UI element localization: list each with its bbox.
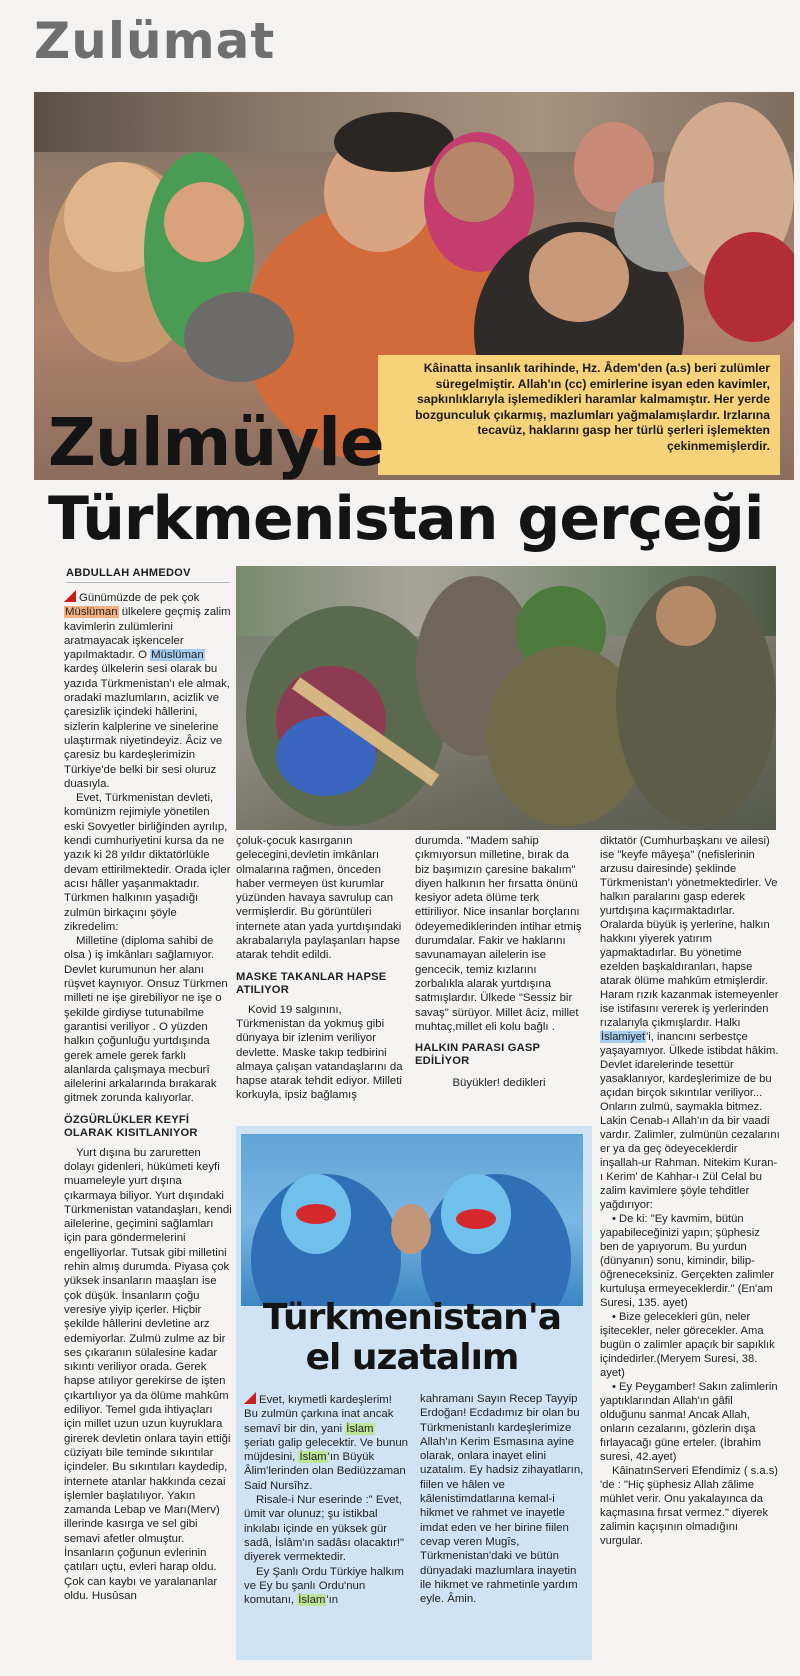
blue-box-title-line-2: el uzatalım: [305, 1337, 519, 1378]
article-column-4: [600, 834, 780, 1548]
col4-p1: diktatör (Cumhurbaşkanı ve ailesi) ise "keyfe mâyeşa" (nefislerinin arzusu dairesinde) şeklinde Türkmenistan'ı yönetmektedirler. Ve halkın paralarını gasp ederek yurtdışına kaçırmaktadırlar. Oralarda büyük iş yerlerine, halkın hakkını yiyerek yatırım yapmaktadırlar. Bu yönetime ezelden başkaldıranları, hapse atarak ölüme mahkûm etmişlerdir. Haram rızık kazanmak istemeyenler ise istifasını vererek iş yerlerinden rızalarıyla çıkmışlardır. Halkı: [600, 835, 779, 1029]
col1-p1a: Günümüzde de pek çok: [79, 592, 200, 604]
col1-highlight-1: Müslüman: [65, 606, 118, 619]
col3-subheading: HALKIN PARASI GASP EDİLİYOR: [415, 1042, 541, 1068]
col2-subheading: MASKE TAKANLAR HAPSE ATILIYOR: [236, 970, 387, 996]
blue-c2: kahramanı Sayın Recep Tayyip Erdoğan! Ecdadımız bir olan bu Türkmenistanlı kardeşlerimize Allah'ın Kerim Esmasına ayine olarak, onlara inayet elini uzatalım. Ey hadsiz zihayatların, fiilen ve hâlen ve kâlenistimdatlarına kemal-i hikmet ve rahmet ve inayetle imdat eden ve her birine fiilen cevap veren Mugîs, Türkmenistan'daki ve bütün dünyadaki mazlumlara inayetin ile hikmet ve rahmetinle yardım eyle. Âmin.: [420, 1393, 584, 1606]
blue-c1a: Evet, kıymetli kardeşlerim! Bu zulmün çarkına inat ancak semavî bir din, yani: [244, 1394, 394, 1435]
blue-c1c: 'ın Büyük Âlim'lerinden olan Bediüzzaman Said Nursîhz.: [244, 1451, 406, 1492]
blue-start-marker: [244, 1392, 256, 1404]
col1-paragraph-2: Evet, Türkmenistan devleti, komünizm rejimiyle yönetilen eski Sovyetler birliğinden ayrılıp, kendi cumhuriyetini kursa da ne yazık ki 28 yıldır diktatörlükle devam ettirilmektedir. Orada içler acısı hâller yaşanmaktadır. Türkmen halkının yaşadığı zulmün birkaçını şöyle zikredelim:: [64, 792, 231, 933]
protest-photo: [241, 1134, 583, 1306]
col1-p1c: kardeş ülkelerin sesi olarak bu yazıda Türkmenistan'ı ele almak, oradaki mazlumların, acizlik ve çaresizlik içindeki hâllerini, sizlerin kalplerine ve sinelerine ulaştırmak niyetindeyiz. Âciz ve çaresiz bu kardeşlerimizin Türkiye'de belki bir sesi oluruz duasıyla.: [64, 663, 230, 790]
blue-box-title-line-1: Türkmenistan'a: [262, 1297, 562, 1338]
blue-highlight-1: İslam: [346, 1422, 374, 1435]
blue-c1f: 'ın: [326, 1594, 339, 1607]
col1-p1b: ülkelere geçmiş zalim kavimlerin zulümlerini aratmayacak işkenceler yapılmaktadır. O: [64, 606, 231, 662]
blue-c1b: şeriatı galip gelecektir. Ve bunun müjdesini,: [244, 1436, 409, 1464]
col4-p1b: 'i, inancını serbestçe yaşayamıyor. Ülkede istibdat hâkim. Devlet idarelerinde tesettür yasaklanıyor, kardeşlerimize de bu açıdan birçok sıkıntılar veriliyor... Onların zulmü, saymakla bitmez. Lakin Cenab-ı Allah'ın da bir vaadi vardır. Zalimler, zulmünün cezalarını er ya da geç ödeyeceklerdir inşallah-ur Rahman. Nitekim Kuran-ı Kerim' de Kahhar-ı Zül Celal bu zalim kavimlere şöyle tehditler yağdırıyor:: [600, 1031, 780, 1211]
col1-paragraph-4: Yurt dışına bu zaruretten dolayı gidenleri, hükümeti keyfi muameleyle yurt dışına çıkarmaya biliyor. Yurt dışındaki Türkmenistan vatandaşları, kendi ailelerine, geçimini sağlamları için para göndermelerini engelliyorlar. Tutsak gibi milletini rehin almış durumda. Piyasa çok yüksek insanların maaşları ise çok düşük. İnsanların çoğu veresiye yiyip içerler. Hiçbir şekilde hâllerini devletine arz edemiyorlar. Zulmü zulme az bir ses çıkaranın sülalesine kadar sıkıntı veriliyor orada. Gerek hapse atılıyor gerekirse de işten çıkartılıyor ya da ölüme mahkûm ediliyor. Temel gıda ihtiyaçları için millet uzun uzun kuyruklara girerek devletin onlara tayin ettiği cüziyatı bile teminde sıkıntılar içindeler. Bu sıkıntıları kaydedip, internete atanlar hakkında cezai işlemler başlatılıyor. Yakın zamanda Lebap ve Marı(Merv) illerinde kasırga ve sel gibi semavi afetler olmuştur. İnsanların çoğunun evlerinin çatıları uçtu, evleri harap oldu. Çok can kaybı ve yaralananlar oldu. Husûsan: [64, 1146, 232, 1602]
blue-c1d: Risale-i Nur eserinde :" Evet, ümit var olunuz; şu istikbal inkılabı içinde en yüksek gür sadâ, İslâm'ın sadâsı olacaktır!" diyerek vermektedir.: [244, 1494, 405, 1564]
col4-highlight: İslamiyet: [601, 1031, 646, 1043]
blue-column-2: [420, 1392, 586, 1606]
col4-bullet-1: • De ki: "Ey kavmim, bütün yapabileceğinizi yapın; şüphesiz ben de yapıyorum. Bu yurdun (dünyanın) sonu, kimindir, bilip-öğreneceksiniz. Gerçekten zalimler kurtuluşa ermeyeceklerdir." (En'am Suresi, 135. ayet): [600, 1213, 775, 1309]
byline: ABDULLAH AHMEDOV: [66, 567, 191, 579]
byline-rule: [66, 582, 230, 583]
blue-highlight-2: İslam: [299, 1451, 327, 1464]
hero-callout: Kâinatta insanlık tarihinde, Hz. Âdem'den (a.s) beri zulümler süregelmiştir. Allah'ın (cc) emirlerine isyan eden kavimler, sapkınlıklarıyla işlemedikleri haramlar kalmamıştır. Her yerde bozgunculuk çıkarmış, mazlumları yağmalamışlardır. Irzlarına tecavüz, haklarını gasp her türlü şerleri işlemekten çekinmemişlerdir.: [378, 355, 780, 475]
col1-subheading: ÖZGÜRLÜKLER KEYFİ OLARAK KISITLANIYOR: [64, 1113, 198, 1139]
blue-c1e: Ey Şanlı Ordu Türkiye halkım ve Ey bu şanlı Ordu'nun komutanı,: [244, 1565, 404, 1607]
col4-paragraph-2: KâinatınServeri Efendimiz ( s.a.s) 'de : "Hiç şüphesiz Allah zâlime mühlet verir. Onu yakalayınca da kaçmasına fırsat vermez." diyerek zalimin kaçışının olmadığını vurgular.: [600, 1465, 779, 1547]
headline-line-1: Zulmüyle: [48, 404, 384, 481]
article-column-3: [415, 834, 583, 1090]
article-start-marker: [64, 590, 76, 602]
riot-photo: [236, 566, 776, 830]
headline-line-2: Türkmenistan gerçeği: [48, 484, 764, 554]
col2-paragraph-1: çoluk-çocuk kasırganın gelecegini,devletin imkânları olmalarına rağmen, önceden haber vermeyen üst kurumlar yüzünden havaya savrulup can vermişlerdir. Bu görüntüleri internete atan yada yurtdışındaki akrabalarıyla paylaşanları hapse atarak tehdit edildi.: [236, 835, 402, 962]
article-column-2: [236, 834, 404, 1103]
article-column-1: [64, 590, 232, 1603]
col4-bullet-2: • Bize gelecekleri gün, neler işitecekler, neler görecekler. Ama bugün o zalimler apaçık bir sapıklık içindedirler.(Meryem Suresi, 38. ayet): [600, 1311, 775, 1379]
blue-column-1: [244, 1392, 408, 1607]
blue-highlight-3: İslam: [298, 1594, 326, 1607]
col1-highlight-2: Müslüman: [151, 649, 204, 662]
col2-paragraph-2: Kovid 19 salgınını, Türkmenistan da yokmuş gibi dünyaya bir izlenim veriliyor devlette. Maske takıp tedbirini almaya çalışan vatandaşlarını da hapse atarak tehdit ediyor. Milleti korkuyla, ipsiz bağlamış: [236, 1003, 403, 1102]
blue-box-title: [241, 1298, 583, 1378]
col3-paragraph-2: Büyükler! dedikleri: [452, 1077, 546, 1090]
col1-paragraph-3: Milletine (diploma sahibi de olsa ) iş imkânları sağlamıyor. Devlet kurumunun her alanı rüşvet kaynıyor. Onsuz Türkmen milleti ne işe girebiliyor ne işe o şekilde girdiyse tutunabilme garantisi veriliyor . O yüzden halkın çoğunluğu yurtdışında gerek amele gerek farklı alanlarda çalışmaya mecburî ailelerini arkalarında bırakarak gitmek zorunda kalıyorlar.: [64, 935, 228, 1105]
col3-paragraph-1: durumda. "Madem sahip çıkmıyorsun milletine, bırak da biz başımızın çaresine bakalım" diyen halkının her fırsatta önünü kesiyor adeta ölüme terk ettiriliyor. Nice insanlar borçlarını ödeyemediklerinden intihar etmiş durumdalar. Fakir ve haklarını savunamayan ailelerin ise gencecik, temiz kızlarını zorbalıkla alarak yurtdışına satmışlardır. Ülkede "Sessiz bir savaş" sürüyor. Millet âciz, millet muhtaç,millet eli kolu bağlı .: [415, 835, 582, 1033]
section-title: Zulümat: [34, 12, 276, 70]
col4-bullet-3: • Ey Peygamber! Sakın zalimlerin yaptıklarından Allah'ın gâfil olduğunu sanma! Ancak Allah, onların cezalarını, gözlerin dışa fırlayacağı güne erteler. (İbrahim suresi, 42.ayet): [600, 1381, 778, 1463]
